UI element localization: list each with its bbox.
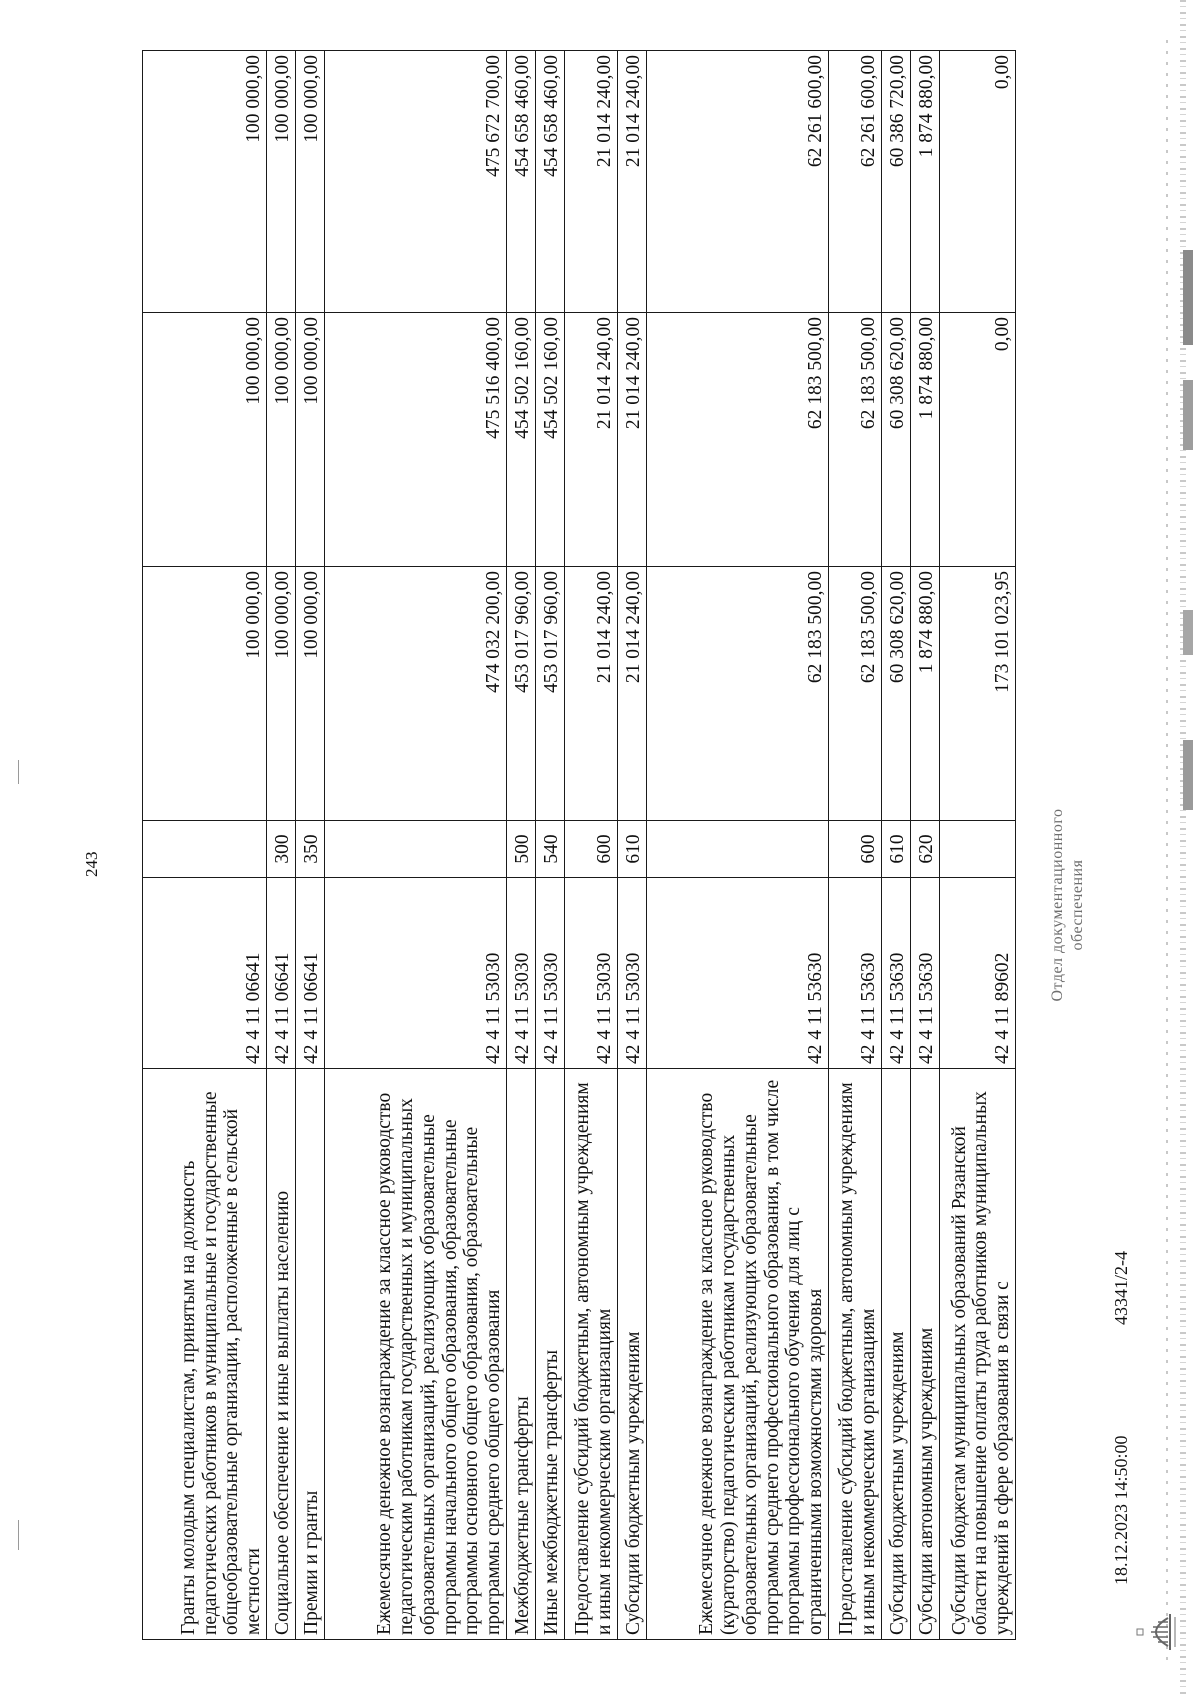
row-amount-3: 62 261 600,00 — [829, 51, 882, 313]
row-amount-2: 454 502 160,00 — [536, 313, 565, 567]
table-row — [829, 51, 882, 1640]
stamp-line-2: обеспечения — [1069, 859, 1086, 951]
row-expense-type: 500 — [507, 821, 536, 878]
row-amount-3: 1 874 880,00 — [911, 51, 940, 313]
row-amount-1: 100 000,00 — [267, 567, 296, 821]
row-name: Ежемесячное денежное вознаграждение за классное руководство педагогическим работникам государственных и муниципальных образовательных организаций, реализующих образовательные программы начального общего образования, образовательные программы основного общего образования, образовательные программы среднего общего образования — [325, 1069, 507, 1640]
row-amount-2: 100 000,00 — [143, 313, 267, 567]
row-amount-3: 454 658 460,00 — [536, 51, 565, 313]
row-expense-type: 610 — [882, 821, 911, 878]
row-expense-type: 300 — [267, 821, 296, 878]
row-amount-1: 474 032 200,00 — [325, 567, 507, 821]
row-expense-type — [325, 821, 507, 878]
row-amount-2: 60 308 620,00 — [882, 313, 911, 567]
row-target-code: 42 4 11 53030 — [618, 878, 647, 1069]
row-target-code: 42 4 11 53030 — [536, 878, 565, 1069]
row-target-code: 42 4 11 53630 — [911, 878, 940, 1069]
row-amount-2: 100 000,00 — [296, 313, 325, 567]
row-target-code: 42 4 11 06641 — [143, 878, 267, 1069]
row-amount-3: 475 672 700,00 — [325, 51, 507, 313]
row-name: Межбюджетные трансферты — [507, 1069, 536, 1640]
row-amount-2: 62 183 500,00 — [647, 313, 829, 567]
row-name: Предоставление субсидий бюджетным, автономным учреждениям и иным некоммерческим организациям — [829, 1069, 882, 1640]
row-expense-type: 600 — [829, 821, 882, 878]
table-row — [647, 51, 829, 1640]
row-expense-type: 610 — [618, 821, 647, 878]
row-amount-3: 100 000,00 — [143, 51, 267, 313]
row-name: Ежемесячное денежное вознаграждение за классное руководство (кураторство) педагогическим работникам государственных образовательных организаций, реализующих образовательные программы среднего профессионального образования, в том числе программы профессионального обучения для лиц с ограниченными возможностями здоровья — [647, 1069, 829, 1640]
table-row — [143, 51, 267, 1640]
row-amount-2: 454 502 160,00 — [507, 313, 536, 567]
table-row — [507, 51, 536, 1640]
table-row — [618, 51, 647, 1640]
row-amount-2: 0,00 — [940, 313, 1016, 567]
row-amount-3: 0,00 — [940, 51, 1016, 313]
row-target-code: 42 4 11 53630 — [647, 878, 829, 1069]
row-amount-3: 100 000,00 — [267, 51, 296, 313]
footer-datetime: 18.12.2023 14:50:00 — [1111, 1435, 1131, 1585]
table-row — [911, 51, 940, 1640]
row-amount-1: 453 017 960,00 — [507, 567, 536, 821]
table-row — [940, 51, 1016, 1640]
row-amount-3: 21 014 240,00 — [618, 51, 647, 313]
row-amount-3: 454 658 460,00 — [507, 51, 536, 313]
row-name: Иные межбюджетные трансферты — [536, 1069, 565, 1640]
table-row — [267, 51, 296, 1640]
row-amount-3: 100 000,00 — [296, 51, 325, 313]
row-amount-3: 60 386 720,00 — [882, 51, 911, 313]
row-expense-type: 540 — [536, 821, 565, 878]
row-amount-2: 62 183 500,00 — [829, 313, 882, 567]
row-name: Субсидии бюджетным учреждениям — [618, 1069, 647, 1640]
row-target-code: 42 4 11 53630 — [829, 878, 882, 1069]
print-logo-icon — [1136, 1609, 1182, 1655]
row-expense-type — [940, 821, 1016, 878]
row-amount-2: 21 014 240,00 — [618, 313, 647, 567]
row-name: Предоставление субсидий бюджетным, автономным учреждениям и иным некоммерческим организациям — [565, 1069, 618, 1640]
table-row — [882, 51, 911, 1640]
budget-table — [142, 50, 1016, 1640]
row-target-code: 42 4 11 53030 — [325, 878, 507, 1069]
row-amount-1: 21 014 240,00 — [565, 567, 618, 821]
row-target-code: 42 4 11 06641 — [296, 878, 325, 1069]
table-row — [565, 51, 618, 1640]
row-amount-1: 60 308 620,00 — [882, 567, 911, 821]
row-expense-type — [143, 821, 267, 878]
table-row — [296, 51, 325, 1640]
row-name: Субсидии автономным учреждениям — [911, 1069, 940, 1640]
stamp-line-1: Отдел документационного — [1049, 808, 1066, 1002]
row-name: Субсидии бюджетам муниципальных образований Рязанской области на повышение оплаты труда работников муниципальных учреждений в сфере образования в связи с — [940, 1069, 1016, 1640]
row-amount-2: 21 014 240,00 — [565, 313, 618, 567]
row-amount-3: 21 014 240,00 — [565, 51, 618, 313]
row-name: Социальное обеспечение и иные выплаты населению — [267, 1069, 296, 1640]
row-amount-3: 62 261 600,00 — [647, 51, 829, 313]
row-amount-1: 1 874 880,00 — [911, 567, 940, 821]
row-expense-type: 600 — [565, 821, 618, 878]
row-amount-2: 1 874 880,00 — [911, 313, 940, 567]
row-name: Премии и гранты — [296, 1069, 325, 1640]
table-row — [536, 51, 565, 1640]
row-amount-1: 100 000,00 — [143, 567, 267, 821]
row-expense-type — [647, 821, 829, 878]
row-target-code: 42 4 11 53030 — [507, 878, 536, 1069]
row-amount-1: 62 183 500,00 — [829, 567, 882, 821]
department-stamp — [1048, 785, 1088, 1025]
row-expense-type: 350 — [296, 821, 325, 878]
row-target-code: 42 4 11 06641 — [267, 878, 296, 1069]
page-number: 243 — [82, 851, 101, 877]
row-amount-2: 100 000,00 — [267, 313, 296, 567]
row-amount-1: 62 183 500,00 — [647, 567, 829, 821]
row-amount-2: 475 516 400,00 — [325, 313, 507, 567]
row-target-code: 42 4 11 53030 — [565, 878, 618, 1069]
footer-doc-code: 43341/2-4 — [1111, 1251, 1131, 1325]
row-amount-1: 173 101 023,95 — [940, 567, 1016, 821]
row-expense-type: 620 — [911, 821, 940, 878]
table-row — [325, 51, 507, 1640]
row-amount-1: 100 000,00 — [296, 567, 325, 821]
row-target-code: 42 4 11 53630 — [882, 878, 911, 1069]
row-name: Гранты молодым специалистам, принятым на должность педагогических работников в муниципальные и государственные общеобразовательные организации, расположенные в сельской местности — [143, 1069, 267, 1640]
row-amount-1: 453 017 960,00 — [536, 567, 565, 821]
row-name: Субсидии бюджетным учреждениям — [882, 1069, 911, 1640]
row-target-code: 42 4 11 89602 — [940, 878, 1016, 1069]
row-amount-1: 21 014 240,00 — [618, 567, 647, 821]
